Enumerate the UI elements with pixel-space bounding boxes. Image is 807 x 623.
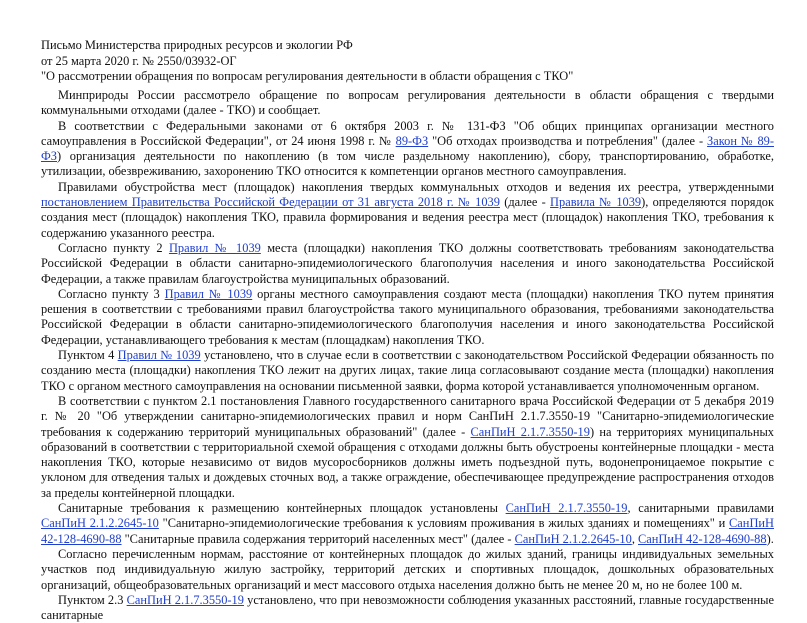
paragraph (41, 394, 774, 501)
paragraph-text: (далее - (499, 195, 551, 210)
paragraph-text: ) на территориях муниципальных образований в соответствии с территориальной схемой обращения с отходами должны быть обустроены контейнерные площадки - места накопления ТКО, которые независимо от видов мусоросборников должны иметь подъездной путь, водонепроницаемое покрытие с уклоном для отведения талых и дождевых сточных вод, а также ограждение, обеспечивающее предупреждение распространения отходов за пределы контейнерной площадки. (41, 424, 774, 500)
paragraph (41, 547, 774, 593)
document-link[interactable]: СанПиН 2.1.2.2645-10 (41, 516, 159, 531)
paragraph-text: , санитарными правилами (627, 501, 775, 516)
paragraph (41, 287, 774, 348)
document-link[interactable]: Закон № 89-ФЗ (41, 133, 774, 164)
paragraph-text: Санитарные требования к размещению контейнерных площадок установлены (58, 501, 506, 516)
paragraph-text: установлено, что при невозможности соблюдения указанных расстояний, главные государственные санитарные (41, 592, 774, 623)
document-link[interactable]: СанПиН 2.1.7.3550-19 (126, 592, 244, 607)
paragraph (41, 501, 774, 547)
document-link[interactable]: Правил № 1039 (117, 348, 201, 363)
paragraph-text: ), определяются порядок создания мест (площадок) накопления ТКО, правила формирования и ведения реестра мест (площадок) накопления ТКО, требования к содержанию указанного реестра. (41, 195, 774, 240)
paragraph (41, 119, 774, 180)
paragraph (41, 180, 774, 241)
paragraph (41, 241, 774, 287)
paragraph-text: ) организация деятельности по накоплению (в том числе раздельному накоплению), сбору, транспортированию, обработке, утилизации, обезвреживанию, захоронению ТКО относится к компетенции органов местного самоуправления. (41, 149, 774, 179)
document-link[interactable]: СанПиН 42-128-4690-88 (638, 531, 767, 546)
paragraph-text: В соответствии с пунктом 2.1 постановления Главного государственного санитарного врача Российской Федерации от 5 декабря 2019 г. № 20 "Об утверждении санитарно-эпидемиологических правил и норм СанПиН 2.1.7.3550-19 "Санитарно-эпидемиологические требования к содержанию территорий муниципальных образований" (далее - (41, 393, 774, 439)
document-link[interactable]: СанПиН 42-128-4690-88 (41, 516, 774, 546)
paragraph-text: "Санитарно-эпидемиологические требования к условиям проживания в жилых зданиях и помещениях" и (158, 516, 730, 531)
document-link[interactable]: СанПиН 2.1.2.2645-10 (514, 531, 632, 546)
paragraph-text: Пунктом 4 (58, 348, 118, 363)
document-link[interactable]: СанПиН 2.1.7.3550-19 (505, 501, 628, 516)
paragraph-text: Пунктом 2.3 (58, 592, 127, 607)
document-title-line: Письмо Министерства природных ресурсов и экологии РФ (41, 38, 353, 52)
document-link[interactable]: Правила № 1039 (550, 195, 642, 210)
document-link[interactable]: постановлением Правительства Российской Федерации от 31 августа 2018 г. № 1039 (41, 195, 500, 210)
paragraph-text: , (631, 531, 639, 546)
paragraph-text: ). (766, 531, 774, 546)
document-body (41, 88, 774, 623)
paragraph-text: "Об отходах производства и потребления" (далее - (428, 133, 708, 148)
paragraph-text: Согласно перечисленным нормам, расстояние от контейнерных площадок до жилых зданий, границы индивидуальных земельных участков под индивидуальную жилую застройку, территорий детских и спортивных площадок, дошкольных образовательных организаций, общеобразовательных организаций и мест массового отдыха населения должно быть не менее 20 м, но не более 100 м. (41, 546, 774, 592)
document-link[interactable]: Правил № 1039 (164, 286, 253, 301)
paragraph-text: органы местного самоуправления создают места (площадки) накопления ТКО путем принятия решения в соответствии с требованиями правил благоустройства такого муниципального образования, требованиями законодательства Российской Федерации в области санитарно-эпидемиологического благополучия населения и иного законодательства Российской Федерации, устанавливающего требования к местам (площадкам) накопления ТКО. (41, 286, 774, 347)
paragraph-text: Минприроды России рассмотрело обращение по вопросам регулирования деятельности в области обращения с твердыми коммунальными отходами (далее - ТКО) и сообщает. (41, 88, 774, 118)
paragraph (41, 348, 774, 394)
document-subject: "О рассмотрении обращения по вопросам регулирования деятельности в области обращения с ТКО" (41, 69, 574, 83)
paragraph (41, 88, 774, 119)
document-link[interactable]: СанПиН 2.1.7.3550-19 (470, 424, 590, 439)
document-link[interactable]: Правил № 1039 (168, 240, 261, 255)
paragraph-text: В соответствии с Федеральными законами от 6 октября 2003 г. № 131-ФЗ "Об общих принципах организации местного самоуправления в Российской Федерации", от 24 июня 1998 г. № (41, 118, 774, 148)
paragraph-text: места (площадки) накопления ТКО должны соответствовать требованиям законодательства Российской Федерации в области санитарно-эпидемиологического благополучия населения и иного законодательства Российской Федерации, а также правилам благоустройства муниципальных образований. (41, 240, 774, 286)
paragraph-text: Согласно пункту 3 (58, 286, 165, 301)
paragraph (41, 593, 774, 623)
paragraph-text: Согласно пункту 2 (58, 240, 169, 255)
paragraph-text: установлено, что в случае если в соответствии с законодательством Российской Федерации обязанность по созданию места (площадки) накопления ТКО лежит на других лицах, такие лица согласовывают создание места (площадки) накопления ТКО с органом местного самоуправления на основании письменной заявки, форма которой устанавливается уполномоченным органом. (41, 348, 774, 393)
paragraph-text: Правилами обустройства мест (площадок) накопления твердых коммунальных отходов и ведения их реестра, утвержденными (58, 179, 774, 194)
document-header (41, 38, 771, 85)
paragraph-text: "Санитарные правила содержания территорий населенных мест" (далее - (121, 531, 515, 546)
document-link[interactable]: 89-ФЗ (395, 133, 429, 148)
document-date-number: от 25 марта 2020 г. № 2550/03932-ОГ (41, 53, 237, 68)
